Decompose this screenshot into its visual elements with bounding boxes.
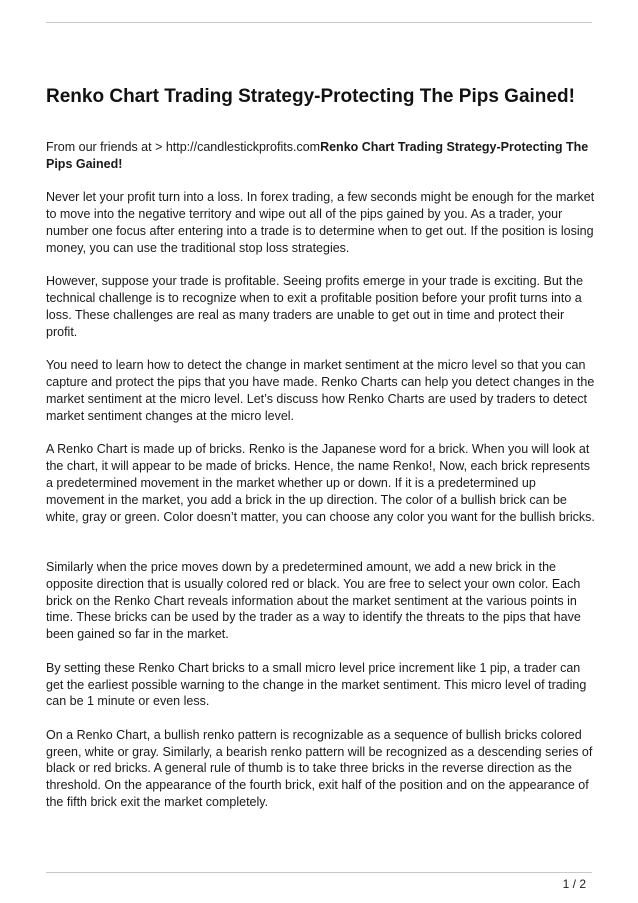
intro-bold-title: Renko Chart Trading Strategy-Protecting The Pips Gained!: [46, 140, 589, 171]
page-title: Renko Chart Trading Strategy-Protecting The Pips Gained!: [46, 86, 575, 107]
intro-source-text: From our friends at > http://candlestickprofits.com: [46, 140, 321, 154]
footer-divider: [46, 872, 592, 873]
paragraph-bearish-bricks: Similarly when the price moves down by a predetermined amount, we add a new brick in the opposite direction that is usually colored red or black. You are free to select your own color. Each brick on the Renko Chart reveals information about the market sentiment at the various points in time. These bricks can be used by the trader as a way to identify the threats to the pips that have been gained so far in the market.: [46, 559, 581, 642]
paragraph-market-sentiment: You need to learn how to detect the change in market sentiment at the micro level so that you can capture and protect the pips that you have made. Renko Charts can help you detect changes in the market sentiment at the micro level. Let’s discuss how Renko Charts are used by traders to detect market sentiment changes at the micro level.: [46, 358, 595, 423]
paragraph-micro-level: By setting these Renko Chart bricks to a small micro level price increment like 1 pip, a trader can get the earliest possible warning to the change in the market sentiment. This micro level of trading can be 1 minute or even less.: [46, 660, 587, 709]
paragraph-profitable-trade: However, suppose your trade is profitable. Seeing profits emerge in your trade is exciting. But the technical challenge is to recognize when to exit a profitable position before your profit turns into a loss. These challenges are real as many traders are unable to get out in time and protect their profit.: [46, 274, 584, 339]
paragraph-renko-bricks: A Renko Chart is made up of bricks. Renko is the Japanese word for a brick. When you will look at the chart, it will appear to be made of bricks. Hence, the name Renko!, Now, each brick represents a predetermined movement in the market whether up or down. If it is a predetermined up movement in the market, you add a brick in the up direction. The color of a bullish brick can be white, gray or green. Color doesn’t matter, you can choose any color you want for the bullish bricks.: [46, 442, 595, 524]
header-divider: [46, 22, 592, 23]
document-body: [46, 139, 596, 811]
paragraph-renko-patterns: On a Renko Chart, a bullish renko pattern is recognizable as a sequence of bullish bricks colored green, white or gray. Similarly, a bearish renko pattern will be recognized as a descending series of black or red bricks. A general rule of thumb is to take three bricks in the reverse direction as the threshold. On the appearance of the fourth brick, exit half of the position and on the appearance of the fifth brick exit the market completely.: [46, 727, 593, 810]
paragraph-profit-loss: Never let your profit turn into a loss. In forex trading, a few seconds might be enough for the market to move into the negative territory and wipe out all of the pips gained by you. As a trader, your number one focus after entering into a trade is to determine when to get out. If the position is losing money, you can use the traditional stop loss strategies.: [46, 190, 595, 255]
intro-paragraph: [46, 139, 596, 173]
page-number: 1 / 2: [562, 877, 586, 891]
